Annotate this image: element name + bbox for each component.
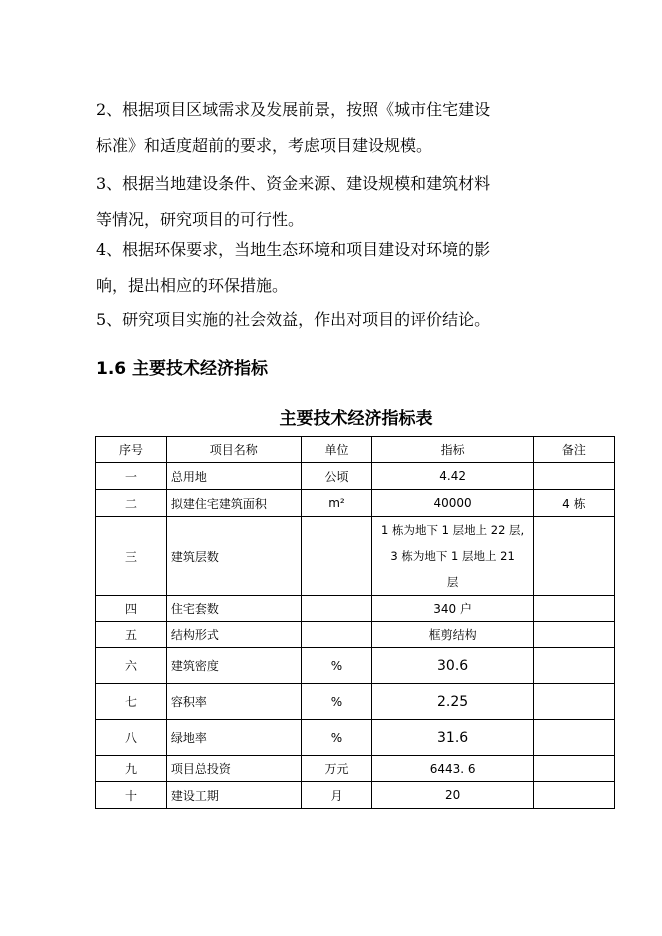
note: [533, 756, 614, 782]
note: 4 栋: [533, 490, 614, 517]
indicator-value: [372, 517, 533, 596]
table-row: [96, 756, 615, 782]
item-name: 总用地: [166, 463, 301, 490]
indicator-value: 框剪结构: [372, 622, 533, 648]
paragraph-5: [96, 302, 576, 338]
unit: %: [301, 648, 372, 684]
item-name: 项目总投资: [166, 756, 301, 782]
item-name: 住宅套数: [166, 596, 301, 622]
unit: %: [301, 684, 372, 720]
row-number: 十: [96, 782, 167, 809]
header-cell: 单位: [301, 437, 372, 463]
row-number: 五: [96, 622, 167, 648]
table-header-row: [96, 437, 615, 463]
indicator-value: 4.42: [372, 463, 533, 490]
indicator-value: 40000: [372, 490, 533, 517]
item-name: 建筑密度: [166, 648, 301, 684]
table-row: [96, 517, 615, 596]
header-cell: 指标: [372, 437, 533, 463]
row-number: 一: [96, 463, 167, 490]
table-row: [96, 648, 615, 684]
paragraph-line: 3、根据当地建设条件、资金来源、建设规模和建筑材料: [96, 174, 491, 193]
table-row: [96, 782, 615, 809]
note: [533, 622, 614, 648]
value-line: 层: [446, 575, 459, 589]
item-name: 拟建住宅建筑面积: [166, 490, 301, 517]
item-name: 建筑层数: [166, 517, 301, 596]
unit: 月: [301, 782, 372, 809]
row-number: 八: [96, 720, 167, 756]
unit: 公顷: [301, 463, 372, 490]
item-name: 结构形式: [166, 622, 301, 648]
table-row: [96, 684, 615, 720]
paragraph-line: 2、根据项目区域需求及发展前景，按照《城市住宅建设: [96, 100, 491, 119]
value-line: 1 栋为地下 1 层地上 22 层,: [381, 523, 525, 537]
indicator-value: 340 户: [372, 596, 533, 622]
header-cell: 序号: [96, 437, 167, 463]
paragraph-line: 等情况，研究项目的可行性。: [96, 210, 305, 229]
table-title: 主要技术经济指标表: [279, 409, 433, 429]
section-heading: 1.6 主要技术经济指标: [96, 359, 269, 379]
paragraph-2: [96, 92, 576, 164]
row-number: 二: [96, 490, 167, 517]
note: [533, 596, 614, 622]
paragraph-line: 5、研究项目实施的社会效益，作出对项目的评价结论。: [96, 310, 491, 329]
indicator-value: 2.25: [372, 684, 533, 720]
paragraph-line: 标准》和适度超前的要求，考虑项目建设规模。: [96, 136, 433, 155]
unit: [301, 622, 372, 648]
table-row: [96, 490, 615, 517]
note: [533, 463, 614, 490]
row-number: 三: [96, 517, 167, 596]
table-row: [96, 463, 615, 490]
paragraph-line: 响，提出相应的环保措施。: [96, 276, 289, 295]
note: [533, 782, 614, 809]
indicator-value: 30.6: [372, 648, 533, 684]
header-cell: 项目名称: [166, 437, 301, 463]
indicator-value: 6443. 6: [372, 756, 533, 782]
indicator-value: 20: [372, 782, 533, 809]
item-name: 容积率: [166, 684, 301, 720]
table-row: [96, 596, 615, 622]
unit: %: [301, 720, 372, 756]
note: [533, 648, 614, 684]
note: [533, 684, 614, 720]
unit: 万元: [301, 756, 372, 782]
unit: [301, 517, 372, 596]
note: [533, 517, 614, 596]
row-number: 九: [96, 756, 167, 782]
table-row: [96, 622, 615, 648]
table-row: [96, 720, 615, 756]
note: [533, 720, 614, 756]
item-name: 绿地率: [166, 720, 301, 756]
unit: [301, 596, 372, 622]
row-number: 四: [96, 596, 167, 622]
unit: m²: [301, 490, 372, 517]
row-number: 七: [96, 684, 167, 720]
paragraph-4: [96, 232, 576, 304]
value-line: 3 栋为地下 1 层地上 21: [390, 549, 515, 563]
header-cell: 备注: [533, 437, 614, 463]
paragraph-line: 4、根据环保要求，当地生态环境和项目建设对环境的影: [96, 240, 491, 259]
indicator-value: 31.6: [372, 720, 533, 756]
row-number: 六: [96, 648, 167, 684]
paragraph-3: [96, 166, 576, 238]
indicator-table: [95, 436, 615, 809]
item-name: 建设工期: [166, 782, 301, 809]
